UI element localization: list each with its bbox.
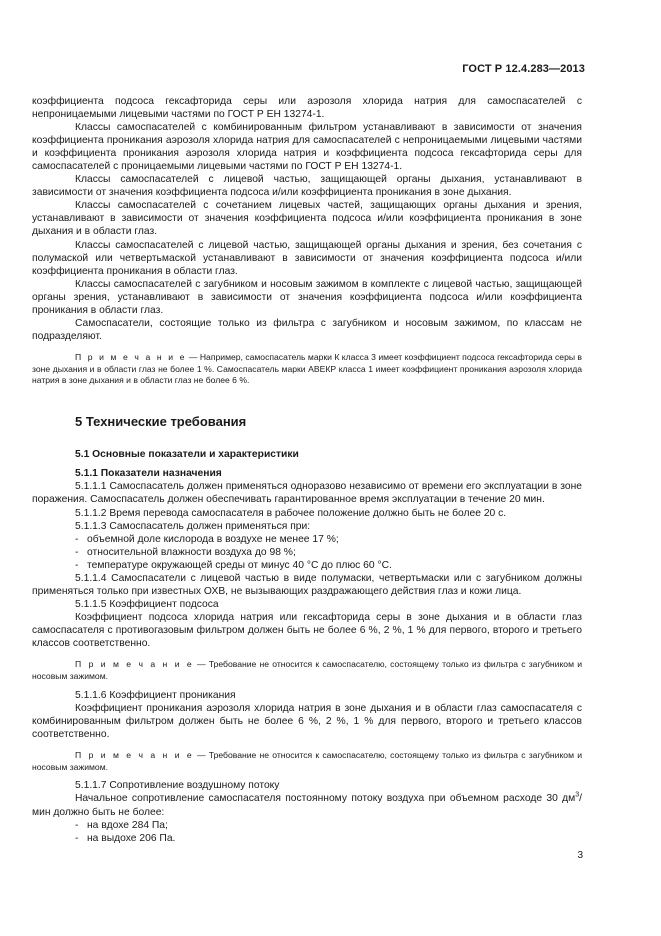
paragraph: коэффициента подсоса гексафторида серы или аэрозоля хлорида натрия для самоспасателей с непроницаемыми лицевыми частями по ГОСТ Р ЕН 13274-1. xyxy=(32,96,582,121)
note-label: П р и м е ч а н и е xyxy=(75,749,194,760)
note xyxy=(32,750,582,774)
note xyxy=(32,659,582,683)
section-title: 5 Технические требования xyxy=(75,414,247,430)
document-body xyxy=(32,95,582,845)
clause: Начальное сопротивление самоспасателя постоянному потоку воздуха при объемном расходе 30 $дм^3$/мин должно быть не более: xyxy=(32,792,582,818)
paragraph: Классы самоспасателей с лицевой частью, защищающей органы дыхания, устанавливают в зависимости от значения коэффициента подсоса и/или коэффициента проникания в зоне дыхания. xyxy=(32,174,582,199)
clause: 5.1.1.1 Самоспасатель должен применяться одноразово независимо от времени его эксплуатации в зоне поражения. Самоспасатель должен обеспечивать гарантированное время эксплуатации в течение 20 мин. xyxy=(32,481,582,506)
clause-title: 5.1.1.6 Коэффициент проникания xyxy=(75,689,236,701)
note xyxy=(32,352,582,387)
clause: 5.1.1.4 Самоспасатели с лицевой частью в виде полумаски, четвертьмаски или с загубником должны применяться только при известных ОХВ, не вызывающих раздражающего действия глаз и кожи лица. xyxy=(32,572,582,597)
note-text: — Требование не относится к самоспасателю, состоящему только из фильтра с загубником и носовым зажимом. xyxy=(32,749,583,772)
subsection-title: 5.1.1 Показатели назначения xyxy=(75,468,222,480)
list-item: - объемной доле кислорода в воздухе не менее 17 %; xyxy=(75,533,339,545)
paragraph: Классы самоспасателей с сочетанием лицевых частей, защищающих органы дыхания и зрения, устанавливают в зависимости от значения коэффициента подсоса и/или коэффициента проникания в зоне дыхания и в области глаз. xyxy=(32,200,582,238)
note-text: — Например, самоспасатель марки К класса 3 имеет коэффициент подсоса гексафторида серы в зоне дыхания и в области глаз не более 1 %. Самоспасатель марки АВЕКР класса 1 имеет коэффициент проникания аэрозоля хлорида натрия в зоне дыхания и в области глаз не более 6 %. xyxy=(32,351,582,386)
clause: Коэффициент проникания аэрозоля хлорида натрия в зоне дыхания и в области глаз самоспасателя с комбинированным фильтром должен быть не более 6 %, 2 %, 1 % для первого, второго и третьего классов соответственно. xyxy=(32,702,582,740)
list-item: - относительной влажности воздуха до 98 %; xyxy=(75,546,296,558)
paragraph: Классы самоспасателей с лицевой частью, защищающей органы дыхания и зрения, без сочетания с полумаской или четвертьмаской устанавливают в зависимости от значения коэффициента подсоса и/или коэффициента проникания в области глаз. xyxy=(32,239,582,277)
clause: 5.1.1.3 Самоспасатель должен применяться при: xyxy=(75,520,311,532)
clause-title: 5.1.1.7 Сопротивление воздушному потоку xyxy=(75,780,280,792)
note-label: П р и м е ч а н и е xyxy=(75,351,187,362)
paragraph: Классы самоспасателей с комбинированным фильтром устанавливают в зависимости от значения коэффициента проникания аэрозоля хлорида натрия для самоспасателей с непроницаемыми лицевыми частями и коэффициента проникания аэрозоля хлорида натрия и коэффициента подсоса гексафторида серы для самоспасателей с проницаемыми лицевыми частями по ГОСТ Р ЕН 13274-1. xyxy=(32,122,582,173)
subsection-title: 5.1 Основные показатели и характеристики xyxy=(75,449,299,461)
clause: 5.1.1.2 Время перевода самоспасателя в рабочее положение должно быть не более 20 с. xyxy=(75,507,507,519)
list-item: - на выдохе 206 Па. xyxy=(75,832,176,844)
page-number: 3 xyxy=(577,850,583,861)
document-header: ГОСТ Р 12.4.283—2013 xyxy=(462,63,585,75)
clause: Коэффициент подсоса хлорида натрия или гексафторида серы в зоне дыхания и в области глаз самоспасателя с противогазовым фильтром должен быть не более 6 %, 2 %, 1 % для первого, второго и третьего классов соответственно. xyxy=(32,611,582,649)
note-text: — Требование не относится к самоспасателю, состоящему только из фильтра с загубником и носовым зажимом. xyxy=(32,659,583,681)
clause-title: 5.1.1.5 Коэффициент подсоса xyxy=(75,598,219,610)
list-item: - температуре окружающей среды от минус 40 °С до плюс 60 °С. xyxy=(75,559,392,571)
paragraph: Самоспасатели, состоящие только из фильтра с загубником и носовым зажимом, по классам не подразделяют. xyxy=(32,317,582,342)
note-label: П р и м е ч а н и е xyxy=(75,659,194,670)
paragraph: Классы самоспасателей с загубником и носовым зажимом в комплекте с лицевой частью, защищающей органы зрения, устанавливают в зависимости от значения коэффициента подсоса и/или коэффициента проникания в области глаз. xyxy=(32,278,582,316)
list-item: - на вдохе 284 Па; xyxy=(75,819,168,831)
